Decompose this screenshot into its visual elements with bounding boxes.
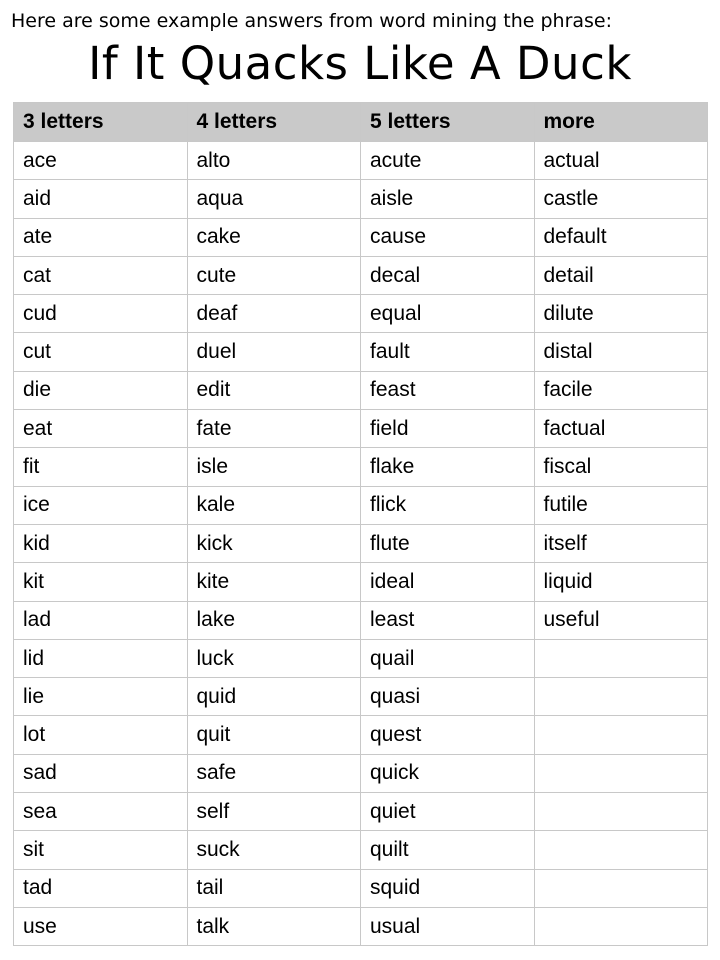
table-row — [14, 716, 708, 754]
table-cell — [534, 793, 708, 831]
table-cell: aisle — [361, 180, 535, 218]
table-row — [14, 639, 708, 677]
table-cell: ace — [14, 142, 188, 180]
table-row — [14, 563, 708, 601]
table-cell: quasi — [361, 678, 535, 716]
table-cell: tad — [14, 869, 188, 907]
table-cell: cake — [187, 218, 361, 256]
table-cell: aid — [14, 180, 188, 218]
table-cell: quest — [361, 716, 535, 754]
table-cell: feast — [361, 371, 535, 409]
table-row — [14, 142, 708, 180]
table-cell: kit — [14, 563, 188, 601]
table-row — [14, 524, 708, 562]
table-cell: least — [361, 601, 535, 639]
intro-text: Here are some example answers from word mining the phrase: — [11, 10, 613, 32]
table-cell: equal — [361, 295, 535, 333]
table-cell: ice — [14, 486, 188, 524]
table-cell: field — [361, 410, 535, 448]
table-cell: useful — [534, 601, 708, 639]
table-cell: squid — [361, 869, 535, 907]
table-cell: factual — [534, 410, 708, 448]
table-cell — [534, 831, 708, 869]
table-cell: sea — [14, 793, 188, 831]
table-cell: deaf — [187, 295, 361, 333]
table-cell — [534, 907, 708, 945]
table-row — [14, 793, 708, 831]
table-cell: talk — [187, 907, 361, 945]
table-row — [14, 256, 708, 294]
table-cell: self — [187, 793, 361, 831]
table-cell: alto — [187, 142, 361, 180]
word-table — [13, 102, 708, 946]
table-cell: cud — [14, 295, 188, 333]
table-cell: fit — [14, 448, 188, 486]
table-cell — [534, 716, 708, 754]
table-cell: eat — [14, 410, 188, 448]
table-cell: flute — [361, 524, 535, 562]
table-row — [14, 371, 708, 409]
table-cell: quick — [361, 754, 535, 792]
table-cell: decal — [361, 256, 535, 294]
table-cell — [534, 678, 708, 716]
table-cell: acute — [361, 142, 535, 180]
table-row — [14, 180, 708, 218]
table-cell: lake — [187, 601, 361, 639]
table-cell: flake — [361, 448, 535, 486]
table-cell — [534, 869, 708, 907]
table-cell: usual — [361, 907, 535, 945]
table-cell: cute — [187, 256, 361, 294]
table-cell: lie — [14, 678, 188, 716]
table-row — [14, 907, 708, 945]
table-cell: quid — [187, 678, 361, 716]
table-cell: detail — [534, 256, 708, 294]
table-cell: castle — [534, 180, 708, 218]
table-cell: cut — [14, 333, 188, 371]
table-cell: tail — [187, 869, 361, 907]
table-cell: quilt — [361, 831, 535, 869]
table-row — [14, 754, 708, 792]
table-cell: fiscal — [534, 448, 708, 486]
table-cell: fault — [361, 333, 535, 371]
table-cell: lot — [14, 716, 188, 754]
table-cell: kale — [187, 486, 361, 524]
table-cell: flick — [361, 486, 535, 524]
table-row — [14, 295, 708, 333]
table-row — [14, 869, 708, 907]
table-cell: actual — [534, 142, 708, 180]
page-title: If It Quacks Like A Duck — [88, 37, 632, 90]
table-row — [14, 333, 708, 371]
table-cell: default — [534, 218, 708, 256]
table-cell: kid — [14, 524, 188, 562]
table-row — [14, 601, 708, 639]
table-cell: futile — [534, 486, 708, 524]
table-cell: aqua — [187, 180, 361, 218]
table-cell: safe — [187, 754, 361, 792]
word-rows — [14, 142, 708, 946]
table-cell: facile — [534, 371, 708, 409]
table-cell — [534, 754, 708, 792]
table-cell: edit — [187, 371, 361, 409]
table-cell: duel — [187, 333, 361, 371]
table-cell: sad — [14, 754, 188, 792]
table-row — [14, 678, 708, 716]
table-row — [14, 486, 708, 524]
header-row — [14, 103, 708, 142]
column-header-more: more — [534, 103, 708, 142]
table-cell: use — [14, 907, 188, 945]
table-cell: ideal — [361, 563, 535, 601]
table-cell: quit — [187, 716, 361, 754]
column-header-3-letters: 3 letters — [14, 103, 188, 142]
table-cell: cat — [14, 256, 188, 294]
table-cell: lad — [14, 601, 188, 639]
table-row — [14, 448, 708, 486]
table-cell: kite — [187, 563, 361, 601]
column-header-5-letters: 5 letters — [361, 103, 535, 142]
table-row — [14, 218, 708, 256]
table-cell: dilute — [534, 295, 708, 333]
table-cell: quail — [361, 639, 535, 677]
table-cell: die — [14, 371, 188, 409]
table-cell: lid — [14, 639, 188, 677]
table-cell: distal — [534, 333, 708, 371]
table-cell: cause — [361, 218, 535, 256]
column-header-4-letters: 4 letters — [187, 103, 361, 142]
table-cell: ate — [14, 218, 188, 256]
table-cell: isle — [187, 448, 361, 486]
table-cell: suck — [187, 831, 361, 869]
table-cell: fate — [187, 410, 361, 448]
table-cell: itself — [534, 524, 708, 562]
table-cell: quiet — [361, 793, 535, 831]
table-cell: luck — [187, 639, 361, 677]
table-cell — [534, 639, 708, 677]
table-cell: kick — [187, 524, 361, 562]
table-cell: liquid — [534, 563, 708, 601]
table-cell: sit — [14, 831, 188, 869]
table-row — [14, 831, 708, 869]
table-row — [14, 410, 708, 448]
